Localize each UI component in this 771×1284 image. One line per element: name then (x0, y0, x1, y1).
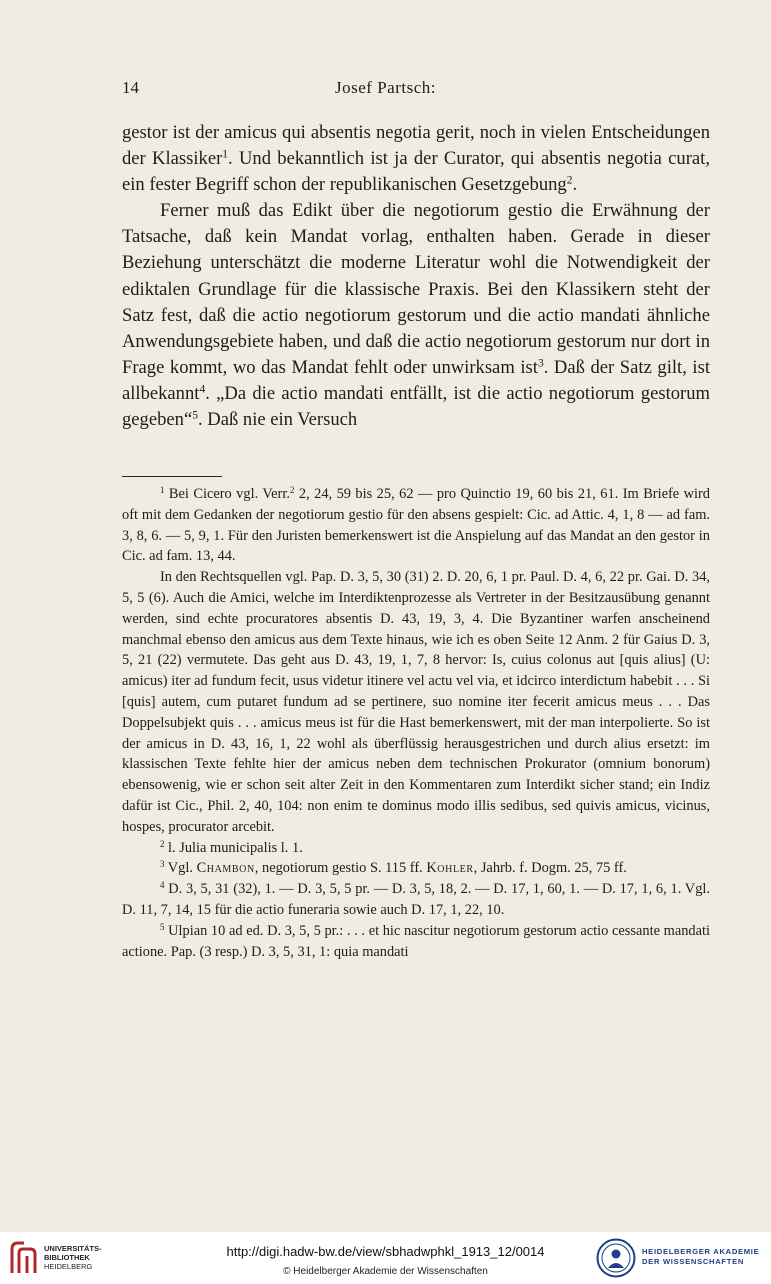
footnote-separator (122, 476, 222, 477)
footnote-ref-4: 4 (199, 383, 206, 396)
paragraph-1-text-c: . (572, 174, 578, 196)
footnote-4 (122, 879, 710, 921)
footnote-ref-2: 2 (566, 174, 573, 187)
footnote-2-mark: 2 (160, 838, 165, 849)
footnotes (122, 484, 710, 962)
footnote-1-text-a: Bei Cicero vgl. Verr. (164, 486, 290, 502)
footnote-2 (122, 838, 710, 859)
footnote-2-text: l. Julia municipalis l. 1. (164, 839, 303, 856)
footnote-1 (122, 484, 710, 567)
page-number: 14 (122, 78, 139, 97)
footnote-1-sup: 2 (289, 485, 295, 496)
footnote-ref-5: 5 (192, 409, 198, 422)
footnote-3-mark: 3 (160, 859, 165, 870)
footnote-3-text-b: , negotiorum gestio S. 115 ff. (254, 860, 427, 877)
page-header (0, 78, 771, 100)
footnote-3-text-c: , Jahrb. f. Dogm. 25, 75 ff. (473, 860, 627, 877)
paragraph-2-text-c: . „Da die actio mandati entfällt, ist die actio negotiorum gestorum gegeben“ (122, 382, 710, 431)
footnote-1-text-b: 2, 24, 59 bis 25, 62 — pro Quinctio 19, 60 bis 21, 61. Im Briefe wird oft mit dem Gedanken der negotiorum gestio für den absens gespielt: Cic. ad Attic. 4, 1, 8 — ad fam. 3, 8, 6. — 5, 9, 1. Für den Juristen bemerkenswert ist die Anspielung auf das Mandat an den gestor in Cic. ad fam. 13, 44. (122, 486, 710, 565)
footnote-4-mark: 4 (160, 880, 165, 891)
footnote-1-mark: 1 (160, 485, 165, 496)
academy-line-2: DER WISSENSCHAFTEN (642, 1257, 745, 1266)
footnote-3-text-a: Vgl. (164, 860, 197, 877)
library-line-3: HEIDELBERG (44, 1262, 93, 1271)
academy-line-1: HEIDELBERGER AKADEMIE (642, 1247, 760, 1256)
footnote-4-text: D. 3, 5, 31 (32), 1. — D. 3, 5, 5 pr. — D. 3, 5, 18, 2. — D. 17, 1, 60, 1. — D. 17, 1, 6, 1. Vgl. D. 11, 7, 14, 15 für die actio funeraria sowie auch D. 17, 1, 22, 10. (122, 881, 710, 918)
paragraph-1-text-a: gestor ist der amicus qui absentis negotia gerit, noch in vielen Entscheidungen der Klassiker (122, 122, 710, 170)
library-line-2: BIBLIOTHEK (44, 1253, 90, 1262)
author-name-chambon: Chambon (196, 860, 255, 877)
academy-name (642, 1247, 759, 1267)
footnote-5-text: Ulpian 10 ad ed. D. 3, 5, 5 pr.: . . . et hic nascitur negotiorum gestorum actio cessante mandati actione. Pap. (3 resp.) D. 3, 5, 31, 1: quia mandati (122, 922, 710, 960)
main-text (122, 120, 710, 433)
footnote-1-continued: In den Rechtsquellen vgl. Pap. D. 3, 5, 30 (31) 2. D. 20, 6, 1 pr. Paul. D. 4, 6, 22 pr. Gai. D. 34, 5, 5 (6). Auch die Amici, welche im Interdiktenprozesse als Vertreter in der Besitzausübung genannt werden, sind echte procuratores absentis D. 43, 19, 3, 4. Die Byzantiner warfen anscheinend manchmal ebenso den amicus aus dem Texte hinaus, wie ich es oben Seite 12 Anm. 2 für Gaius D. 3, 5, 21 (22) vermutete. Das geht aus D. 43, 19, 1, 7, 8 hervor: Is, cuius colonus aut [quis alius] (U: amicus) iter ad fundum fecit, usus videtur itinere vel actu vel via, et idcirco interdictum habebit . . . Si [quis] autem, cum putaret fundum ad se pertinere, suo nomine iter fecerit amicus meus . . . Das Doppelsubjekt quis . . . amicus meus ist für die Hast bemerkenswert, mit der man interpolierte. So ist der amicus in D. 43, 16, 1, 22 wohl als überflüssig herausgestrichen und durch alius ersetzt: im klassischen Texte fehlte hier der amicus neben dem technischen Prokurator (omnium bonorum) ebensowenig, wie er schon seit alter Zeit in den Kommentaren zum Interdikt sicher stand; ein Indiz dafür ist Cic., Phil. 2, 40, 104: non enim te dominus modo illis sedibus, sed quivis amicus, vicinus, hospes, procurator arcebit. (122, 569, 710, 835)
running-title: Josef Partsch: (335, 78, 436, 97)
footnote-5 (122, 921, 710, 963)
paragraph-2-text-a: Ferner muß das Edikt über die negotiorum gestio die Erwähnung der Tatsache, daß kein Mandat vorlag, enthalten haben. Gerade in dieser Beziehung unterschätzt die moderne Literatur wohl die Notwendigkeit der ediktalen Grundlage für die klassische Praxis. Bei den Klassikern steht der Satz fest, daß die actio negotiorum gestorum und die actio mandati ähnliche Anwendungsgebiete haben, und daß die actio negotiorum gestorum nur dort in Frage kommt, wo das Mandat fehlt oder unwirksam ist (122, 200, 710, 378)
paragraph-1 (122, 120, 710, 198)
academy-seal-icon[interactable] (596, 1238, 636, 1278)
footnote-ref-1: 1 (222, 148, 229, 161)
paragraph-2-text-d: . Daß nie ein Versuch (197, 409, 358, 431)
library-line-1: UNIVERSITÄTS- (44, 1244, 102, 1253)
copyright-notice: © Heidelberger Akademie der Wissenschaften (283, 1266, 488, 1277)
paragraph-2-text-b: . Daß der Satz gilt, ist allbekannt (122, 356, 710, 404)
footnote-ref-3: 3 (537, 357, 544, 370)
paragraph-2 (122, 198, 710, 433)
footnote-5-mark: 5 (160, 921, 165, 932)
permalink-url[interactable]: http://digi.hadw-bw.de/view/sbhadwphkl_1913_12/0014 (226, 1244, 545, 1259)
footnote-3 (122, 858, 710, 879)
author-name-kohler: Kohler (426, 860, 474, 877)
paragraph-1-text-b: . Und bekanntlich ist ja der Curator, qui absentis negotia curat, ein fester Begriff schon der republikanischen Gesetzgebung (122, 148, 710, 196)
viewer-footer (0, 1232, 771, 1284)
